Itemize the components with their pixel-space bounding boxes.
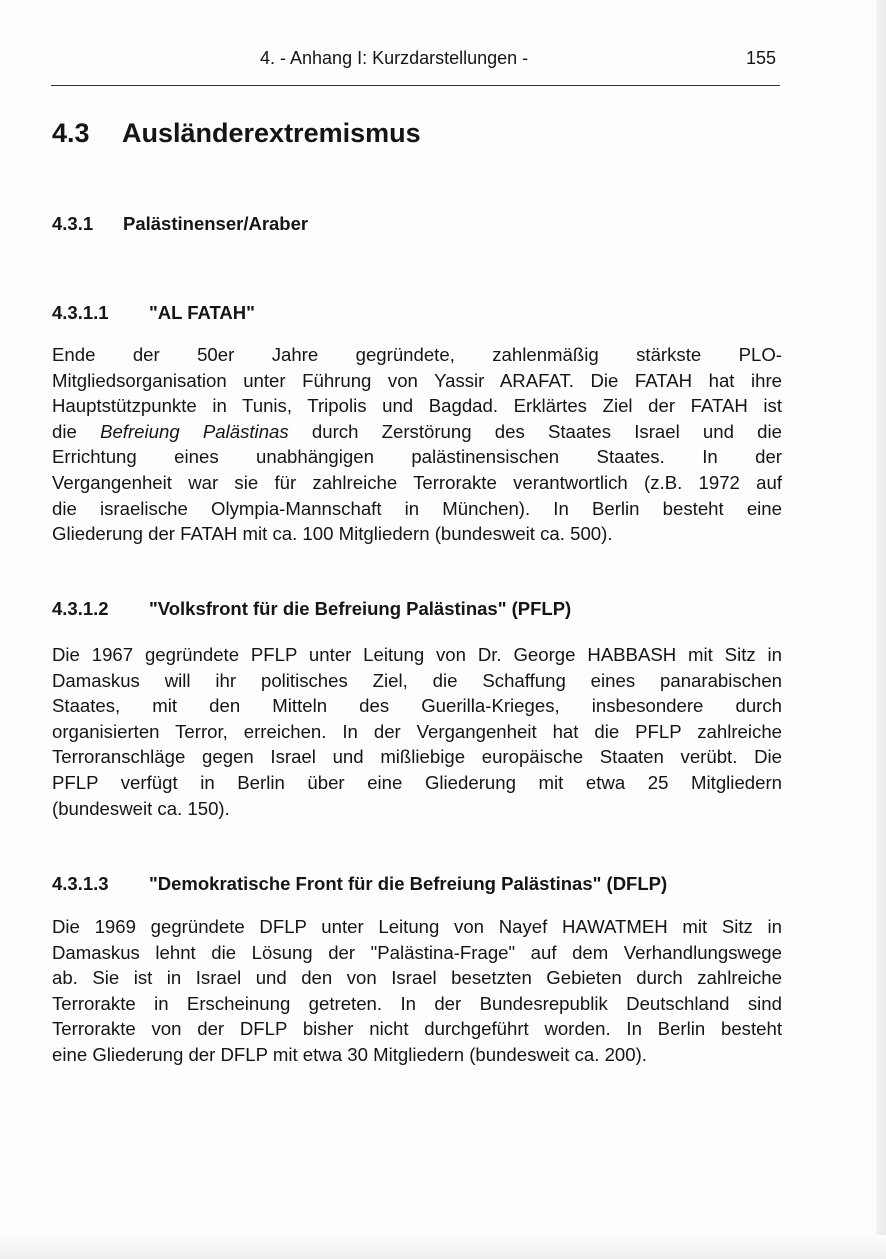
subsection-heading-pflp	[52, 598, 571, 620]
text-line: Staates, mit den Mitteln des Guerilla-Krieges, insbesondere durch	[52, 695, 782, 717]
paragraph-dflp	[52, 914, 782, 1068]
text-line: Die 1969 gegründete DFLP unter Leitung von Nayef HAWATMEH mit Sitz in	[52, 916, 782, 937]
text-line: Terroranschläge gegen Israel und mißliebige europäische Staaten verübt. Die	[52, 746, 782, 768]
text-line: PFLP verfügt in Berlin über eine Gliederung mit etwa 25 Mitgliedern	[52, 771, 782, 793]
text-line: eine Gliederung der DFLP mit etwa 30 Mitgliedern (bundesweit ca. 200).	[52, 1043, 647, 1065]
paragraph-fatah	[52, 342, 782, 547]
text-line: organisierten Terror, erreichen. In der Vergangenheit hat die PFLP zahlreiche	[52, 720, 782, 742]
section-number: 4.3.1	[52, 213, 94, 234]
running-header	[0, 48, 886, 72]
chapter-heading	[52, 118, 421, 149]
text-line: Errichtung eines unabhängigen palästinensischen Staates. In der	[52, 446, 782, 468]
text-line-with-emphasis	[52, 419, 782, 445]
subsection-number: 4.3.1.1	[52, 302, 109, 323]
text-line: Terrorakte in Erscheinung getreten. In der Bundesrepublik Deutschland sind	[52, 992, 782, 1014]
page-number: 155	[746, 48, 777, 68]
page-edge-shadow	[876, 0, 886, 1259]
section-heading	[52, 213, 308, 235]
header-rule	[51, 85, 780, 86]
text-line: Hauptstützpunkte in Tunis, Tripolis und Bagdad. Erklärtes Ziel der FATAH ist	[52, 395, 782, 417]
chapter-title: Ausländerextremismus	[122, 118, 421, 148]
text-line: ab. Sie ist in Israel und den von Israel besetzten Gebieten durch zahlreiche	[52, 967, 782, 989]
text-line: (bundesweit ca. 150).	[52, 797, 230, 819]
text-line: Die 1967 gegründete PFLP unter Leitung von Dr. George HABBASH mit Sitz in	[52, 644, 782, 665]
text-segment: durch Zerstörung des Staates Israel und die	[311, 420, 782, 442]
text-line: die israelische Olympia-Mannschaft in München). In Berlin besteht eine	[52, 497, 782, 519]
text-line: Terrorakte von der DFLP bisher nicht durchgeführt worden. In Berlin besteht	[52, 1018, 782, 1040]
paragraph-pflp	[52, 642, 782, 821]
text-line: Gliederung der FATAH mit ca. 100 Mitgliedern (bundesweit ca. 500).	[52, 523, 613, 545]
subsection-title: "AL FATAH"	[149, 302, 255, 323]
emphasis-text: Befreiung Palästinas	[100, 420, 289, 442]
text-line: Vergangenheit war sie für zahlreiche Terrorakte verantwortlich (z.B. 1972 auf	[52, 471, 782, 493]
subsection-number: 4.3.1.3	[52, 873, 109, 894]
text-line: Mitgliedsorganisation unter Führung von Yassir ARAFAT. Die FATAH hat ihre	[52, 369, 782, 391]
running-title: 4. - Anhang I: Kurzdarstellungen -	[260, 48, 529, 68]
subsection-title: "Demokratische Front für die Befreiung Palästinas" (DFLP)	[149, 873, 668, 894]
section-title: Palästinenser/Araber	[123, 213, 309, 234]
subsection-number: 4.3.1.2	[52, 598, 109, 619]
page-bottom-shadow	[0, 1235, 886, 1259]
chapter-number: 4.3	[52, 118, 90, 148]
text-line: Ende der 50er Jahre gegründete, zahlenmäßig stärkste PLO-	[52, 344, 782, 365]
subsection-heading-dflp	[52, 873, 667, 895]
text-line: Damaskus lehnt die Lösung der "Palästina-Frage" auf dem Verhandlungswege	[52, 941, 782, 963]
text-segment: die	[52, 420, 77, 442]
subsection-heading-fatah	[52, 302, 255, 324]
text-line: Damaskus will ihr politisches Ziel, die Schaffung eines panarabischen	[52, 669, 782, 691]
subsection-title: "Volksfront für die Befreiung Palästinas" (PFLP)	[149, 598, 572, 619]
